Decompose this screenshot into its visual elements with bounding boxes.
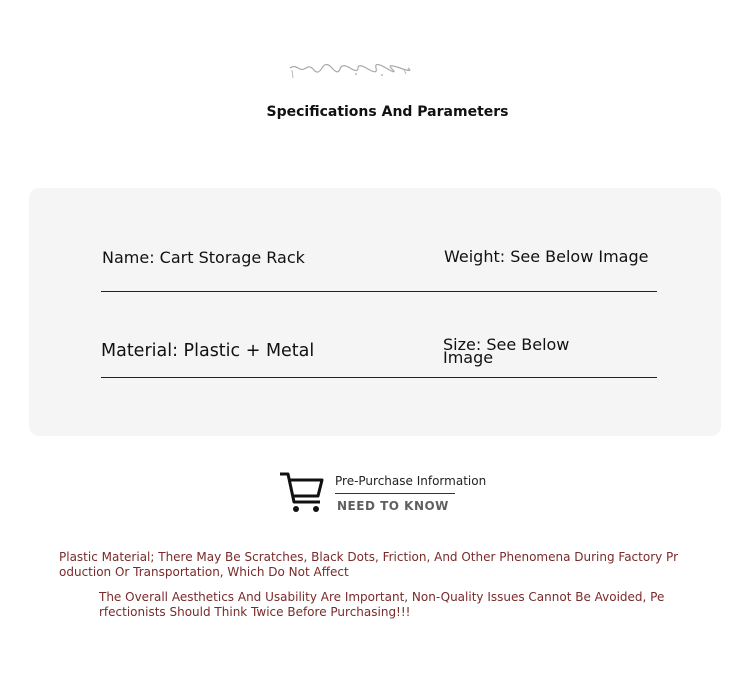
notice-text: The Overall Aesthetics And Usability Are Important, Non-Quality Issues Cannot Be Avoided, Perfectionists Should Think Twice Before Purchasing!!! (99, 590, 665, 619)
notice-text: Plastic Material; There May Be Scratches, Black Dots, Friction, And Other Phenomena During Factory Production Or Transportation, Which Do Not Affect (59, 550, 679, 579)
spec-divider (101, 291, 657, 292)
pre-purchase-label: Pre-Purchase Information (335, 474, 487, 488)
header-decoration-scribble (286, 58, 446, 82)
need-to-know-heading: NEED TO KNOW (337, 499, 449, 513)
specifications-panel (29, 188, 721, 436)
page-title: Specifications And Parameters (266, 104, 509, 120)
banner-divider (335, 493, 455, 494)
spec-name: Name: Cart Storage Rack (102, 248, 305, 267)
spec-weight: Weight: See Below Image (444, 247, 649, 266)
spec-material: Material: Plastic + Metal (101, 341, 315, 361)
shopping-cart-icon (278, 466, 324, 514)
spec-divider (101, 377, 657, 378)
spec-size: Size: See Below Image (443, 335, 570, 367)
